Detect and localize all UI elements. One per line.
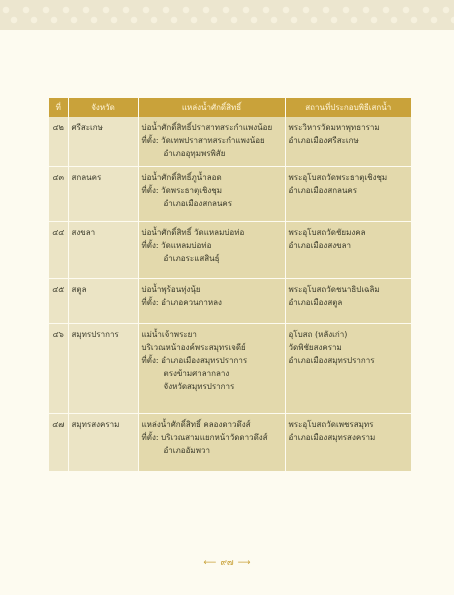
table-row <box>49 279 411 324</box>
row-ceremony-place <box>285 117 411 167</box>
source-line: บ่อน้ำพุร้อนทุ่งนุ้ย <box>141 285 201 294</box>
row-number: ๔๖ <box>49 324 68 414</box>
table-row <box>49 414 411 472</box>
page-footer <box>0 555 454 569</box>
row-ceremony-place <box>285 167 411 222</box>
place-line: พระอุโบสถวัดเพชรสมุทร <box>288 420 374 429</box>
table-header-row <box>49 98 411 117</box>
table-row <box>49 324 411 414</box>
row-number: ๔๒ <box>49 117 68 167</box>
place-line: อุโบสถ (หลังเก่า) <box>288 330 348 339</box>
place-line: พระอุโบสถวัดพระธาตุเชิงชุม <box>288 173 388 182</box>
row-number: ๔๓ <box>49 167 68 222</box>
row-ceremony-place <box>285 279 411 324</box>
source-line: อำเภอเมืองสกลนคร <box>163 199 233 208</box>
row-province: สมุทรปราการ <box>68 324 138 414</box>
table-row <box>49 222 411 279</box>
place-line: พระวิหารวัดมหาพุทธาราม <box>288 123 380 132</box>
source-line: บริเวณหน้าองค์พระสมุทรเจดีย์ <box>141 343 246 352</box>
source-line: อำเภอระแสสินธุ์ <box>163 254 220 263</box>
place-line: อำเภอเมืองสมุทรสงคราม <box>288 433 376 442</box>
row-ceremony-place <box>285 324 411 414</box>
source-line: ที่ตั้ง: บริเวณสามแยกหน้าวัดดาวดึงส์ <box>141 433 268 442</box>
source-line: บ่อน้ำศักดิ์สิทธิ์ภูน้ำลอด <box>141 173 222 182</box>
source-line: อำเภออุทุมพรพิสัย <box>163 149 226 158</box>
source-line: อำเภออัมพวา <box>163 446 210 455</box>
source-line: ที่ตั้ง: วัดพระธาตุเชิงชุม <box>141 186 223 195</box>
place-line: อำเภอเมืองสมุทรปราการ <box>288 356 375 365</box>
place-line: อำเภอเมืองศรีสะเกษ <box>288 136 359 145</box>
row-number: ๔๗ <box>49 414 68 472</box>
source-line: ที่ตั้ง: วัดแหลมบ่อท่อ <box>141 241 212 250</box>
table-row <box>49 167 411 222</box>
source-line: บ่อน้ำศักดิ์สิทธิ์ปราสาทสระกำแพงน้อย <box>141 123 273 132</box>
row-source <box>138 117 285 167</box>
header-province: จังหวัด <box>68 98 138 117</box>
source-line: ตรงข้ามศาลากลาง <box>163 369 230 378</box>
header-ceremony-place: สถานที่ประกอบพิธีเสกน้ำ <box>285 98 411 117</box>
row-source <box>138 222 285 279</box>
row-source <box>138 279 285 324</box>
place-line: อำเภอเมืองสกลนคร <box>288 186 358 195</box>
left-ornament-icon: ⟵ <box>203 558 217 568</box>
source-line: บ่อน้ำศักดิ์สิทธิ์ วัดแหลมบ่อท่อ <box>141 228 245 237</box>
row-province: ศรีสะเกษ <box>68 117 138 167</box>
source-line: ที่ตั้ง: อำเภอเมืองสมุทรปราการ <box>141 356 248 365</box>
row-source <box>138 167 285 222</box>
row-ceremony-place <box>285 414 411 472</box>
row-ceremony-place <box>285 222 411 279</box>
source-line: จังหวัดสมุทรปราการ <box>163 382 235 391</box>
place-line: วัดพิชัยสงคราม <box>288 343 342 352</box>
place-line: พระอุโบสถวัดชนาธิปเฉลิม <box>288 285 380 294</box>
row-number: ๔๕ <box>49 279 68 324</box>
holy-water-sources-table <box>49 98 411 472</box>
row-province: สงขลา <box>68 222 138 279</box>
source-line: แหล่งน้ำศักดิ์สิทธิ์ คลองดาวดึงส์ <box>141 420 251 429</box>
source-line: ที่ตั้ง: อำเภอควนกาหลง <box>141 298 222 307</box>
page-number: ๙๗ <box>220 558 234 568</box>
decorative-header-band <box>0 0 454 30</box>
place-line: อำเภอเมืองสตูล <box>288 298 343 307</box>
row-source <box>138 324 285 414</box>
place-line: อำเภอเมืองสงขลา <box>288 241 351 250</box>
row-province: สมุทรสงคราม <box>68 414 138 472</box>
right-ornament-icon: ⟶ <box>237 558 251 568</box>
row-number: ๔๔ <box>49 222 68 279</box>
source-line: แม่น้ำเจ้าพระยา <box>141 330 197 339</box>
row-province: สตูล <box>68 279 138 324</box>
header-number: ที่ <box>49 98 68 117</box>
source-line: ที่ตั้ง: วัดเทพปราสาทสระกำแพงน้อย <box>141 136 265 145</box>
place-line: พระอุโบสถวัดชัยมงคล <box>288 228 366 237</box>
row-province: สกลนคร <box>68 167 138 222</box>
row-source <box>138 414 285 472</box>
table-row <box>49 117 411 167</box>
header-source: แหล่งน้ำศักดิ์สิทธิ์ <box>138 98 285 117</box>
